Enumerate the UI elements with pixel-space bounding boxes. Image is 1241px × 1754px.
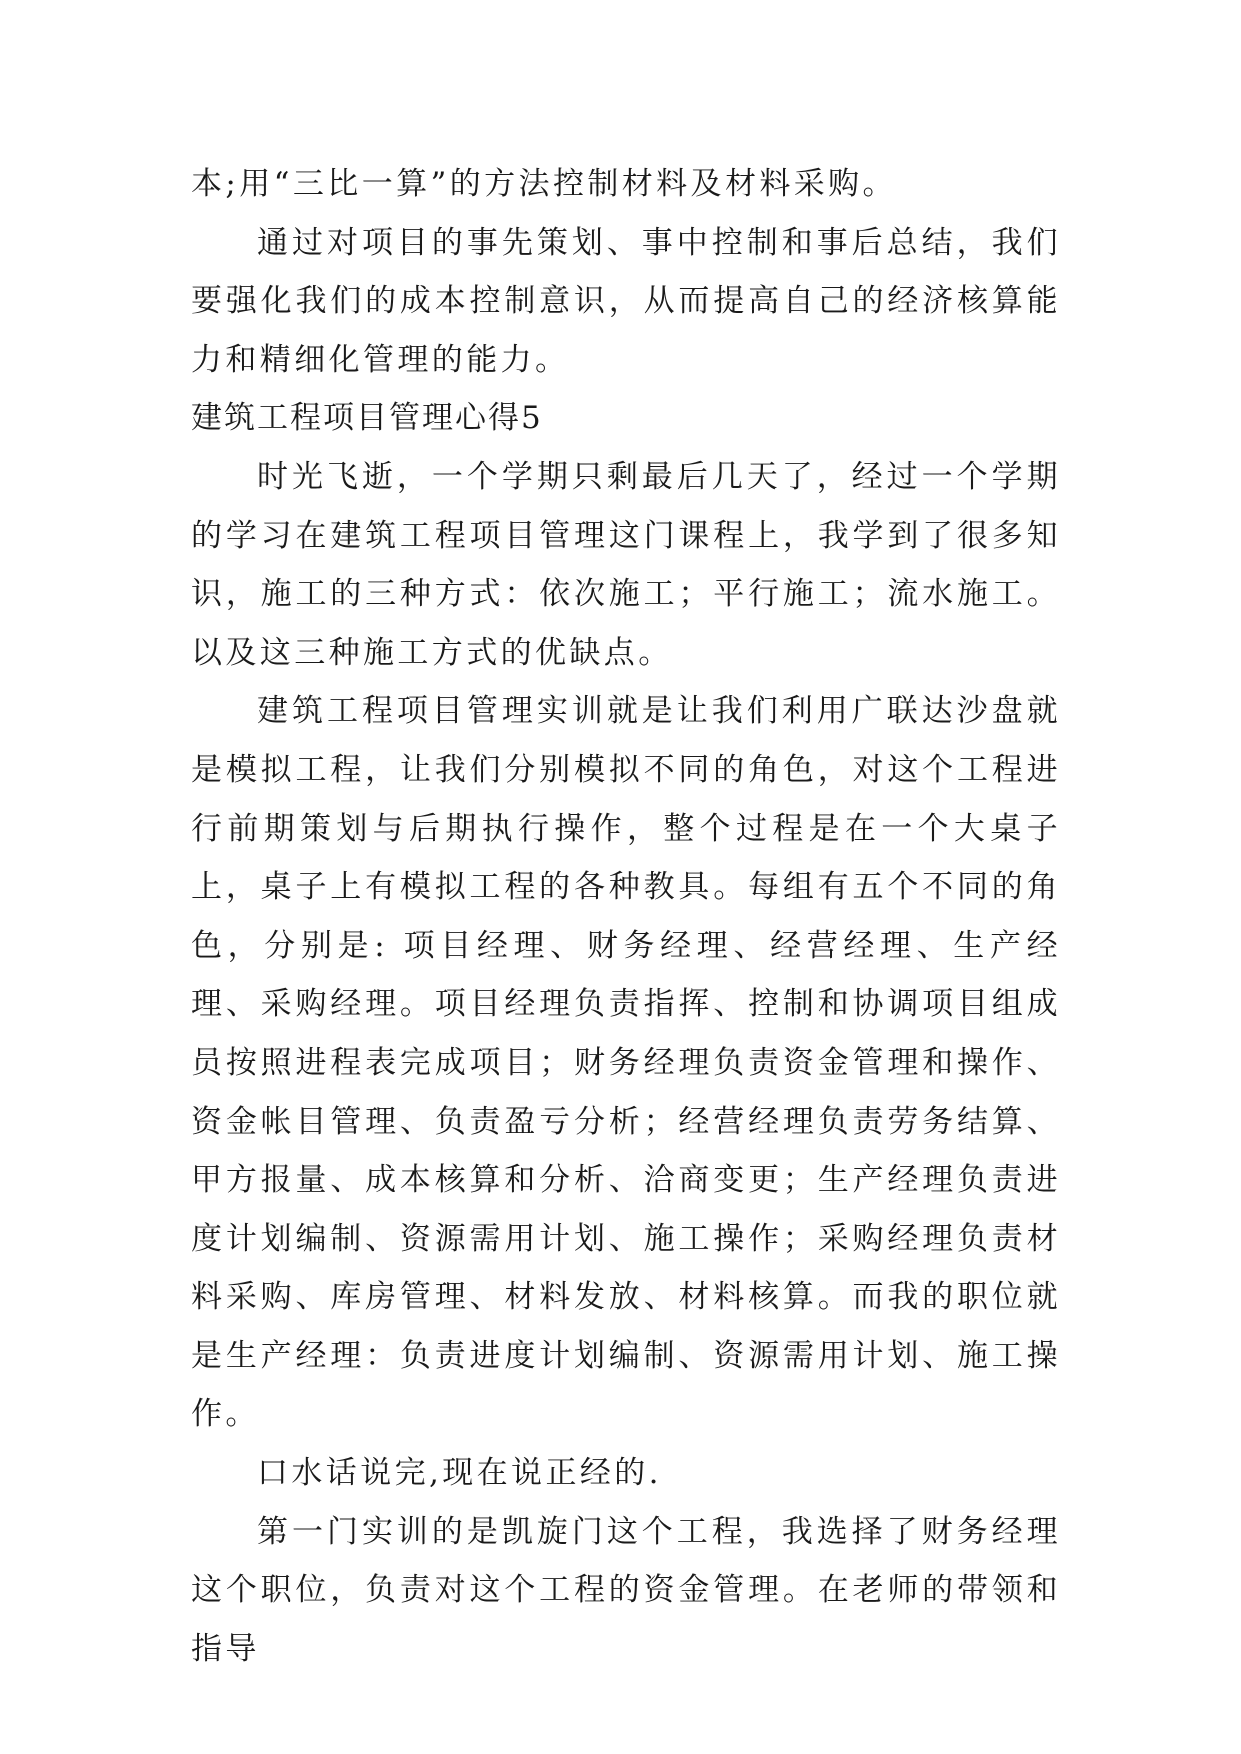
paragraph: 时光飞逝，一个学期只剩最后几天了，经过一个学期的学习在建筑工程项目管理这门课程上，我学到了很多知识，施工的三种方式：依次施工；平行施工；流水施工。以及这三种施工方式的优缺点。 <box>191 458 1061 671</box>
paragraph: 通过对项目的事先策划、事中控制和事后总结，我们要强化我们的成本控制意识，从而提高自己的经济核算能力和精细化管理的能力。 <box>191 224 1061 378</box>
section-heading: 建筑工程项目管理心得5 <box>191 400 543 437</box>
paragraph: 建筑工程项目管理实训就是让我们利用广联达沙盘就是模拟工程，让我们分别模拟不同的角色，对这个工程进行前期策划与后期执行操作，整个过程是在一个大桌子上，桌子上有模拟工程的各种教具。每组有五个不同的角色，分别是: 项目经理、财务经理、经营经理、生产经理、采购经理。项目经理负责指挥、控制和协调项目组成员按照进程表完成项目；财务经理负责资金管理和操作、资金帐目管理、负责盈亏分析；经营经理负责劳务结算、甲方报量、成本核算和分析、洽商变更；生产经理负责进度计划编制、资源需用计划、施工操作；采购经理负责材料采购、库房管理、材料发放、材料核算。而我的职位就是生产经理：负责进度计划编制、资源需用计划、施工操作。 <box>191 693 1061 1433</box>
document-body <box>191 155 1061 1678</box>
paragraph: 口水话说完,现在说正经的. <box>257 1455 662 1492</box>
paragraph: 第一门实训的是凯旋门这个工程，我选择了财务经理这个职位，负责对这个工程的资金管理。在老师的带领和指导 <box>191 1513 1061 1667</box>
paragraph: 本;用“三比一算”的方法控制材料及材料采购。 <box>191 166 897 202</box>
